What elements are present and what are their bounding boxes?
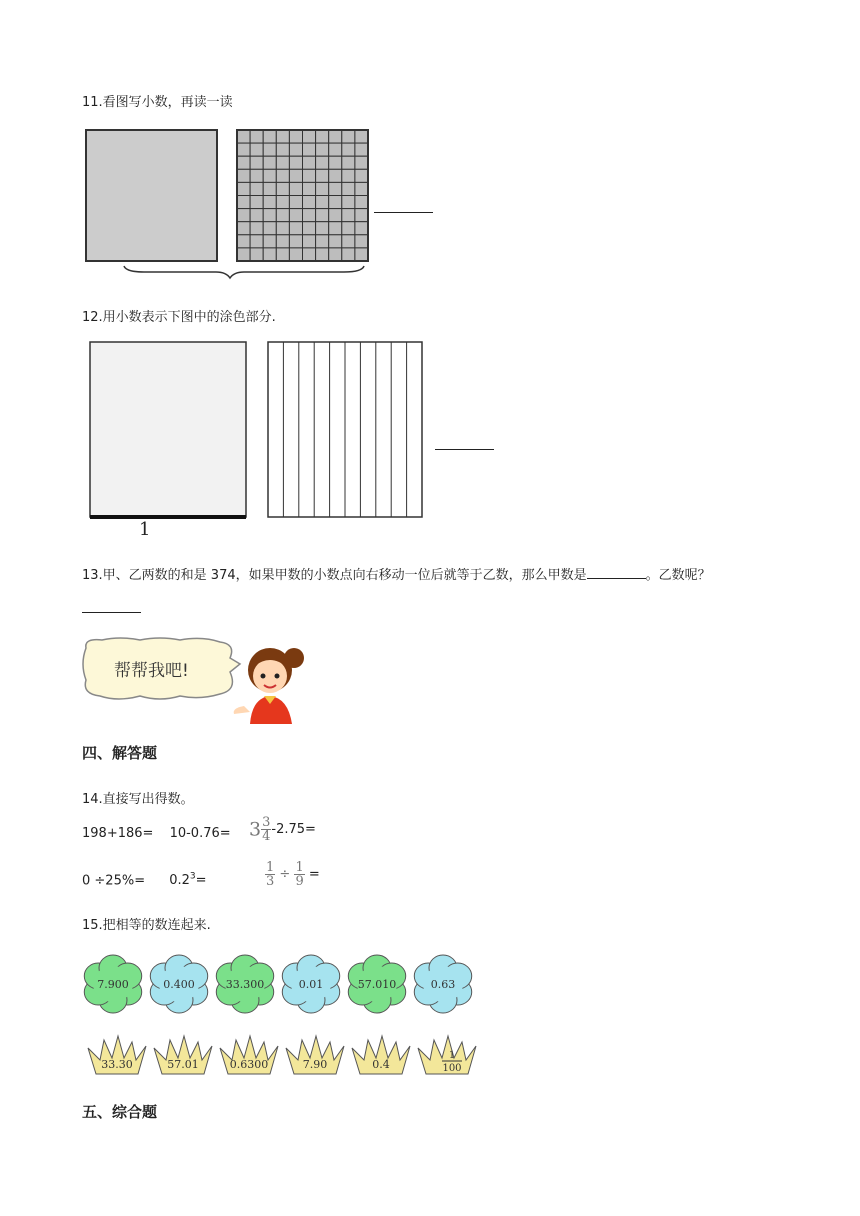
q12-title: 12.用小数表示下图中的涂色部分. [82, 310, 276, 325]
grid-cell [303, 209, 316, 222]
grid-cell [289, 222, 302, 235]
q12-answer-blank[interactable] [435, 437, 494, 450]
q13-text [82, 564, 711, 583]
flower[interactable] [150, 955, 207, 1013]
grid-cell [250, 209, 263, 222]
grid-cell [355, 130, 368, 143]
grid-cell [316, 169, 329, 182]
section-5-title: 五、综合题 [82, 1103, 158, 1121]
grid-cell [303, 156, 316, 169]
grid-cell [342, 222, 355, 235]
q14-title: 14.直接写出得数。 [82, 792, 194, 807]
grid-cell [329, 130, 342, 143]
divide-sign: ÷ [279, 867, 291, 882]
grid-cell [276, 235, 289, 248]
flower[interactable] [282, 955, 339, 1013]
grass-tuft[interactable] [418, 1036, 476, 1074]
grid-cell [237, 209, 250, 222]
grid-cell [342, 156, 355, 169]
grid-cell [316, 248, 329, 261]
grass-tuft[interactable] [88, 1036, 146, 1074]
grid-cell [263, 222, 276, 235]
grid-cell [276, 209, 289, 222]
grid-cell [303, 248, 316, 261]
grid-cell [303, 143, 316, 156]
grid-cell [355, 248, 368, 261]
grid-cell [237, 196, 250, 209]
grid-cell [289, 248, 302, 261]
equals-sign: = [308, 867, 320, 882]
mixed-rest: -2.75= [271, 822, 316, 837]
grid-cell [316, 182, 329, 195]
grid-cell [263, 196, 276, 209]
bubble-text: 帮帮我吧! [114, 661, 189, 681]
q15-title: 15.把相等的数连起来. [82, 918, 211, 933]
grid-cell [289, 130, 302, 143]
q14-item-c [249, 816, 316, 843]
grid-cell [289, 182, 302, 195]
grass-value: 0.4 [372, 1058, 390, 1071]
fraction-one-ninth: $\frac{1}{9}$ [295, 860, 304, 889]
grid-cell [263, 130, 276, 143]
grid-cell [329, 196, 342, 209]
grid-cell [316, 196, 329, 209]
grid-cell [316, 222, 329, 235]
grid-cell [250, 143, 263, 156]
grid-cell [263, 156, 276, 169]
grass-fraction-den: 100 [442, 1063, 462, 1074]
flower-value: 0.01 [298, 978, 324, 991]
fraction-one-third: $\frac{1}{3}$ [266, 860, 275, 889]
q14-row2 [82, 872, 207, 888]
grid-cell [289, 235, 302, 248]
flower[interactable] [84, 955, 141, 1013]
grid-cell [329, 156, 342, 169]
grid-cell [237, 248, 250, 261]
grid-cell [342, 130, 355, 143]
grid-cell [289, 209, 302, 222]
flower[interactable] [216, 955, 273, 1013]
grid-cell [342, 182, 355, 195]
flower[interactable] [348, 955, 405, 1013]
grid-cell [329, 235, 342, 248]
q14-row1 [82, 826, 231, 841]
grid-cell [303, 182, 316, 195]
full-square [86, 130, 217, 261]
q11-figure [84, 128, 374, 280]
grass-value: 57.01 [167, 1058, 199, 1071]
full-square [90, 342, 246, 517]
grass-tuft[interactable] [286, 1036, 344, 1074]
grid-cell [250, 169, 263, 182]
speech-bubble [80, 634, 240, 706]
grid-cell [250, 235, 263, 248]
grid-cell [342, 143, 355, 156]
flower[interactable] [414, 955, 471, 1013]
mixed-fraction: $\frac{3}{4}$ [262, 815, 271, 844]
grid-cell [276, 130, 289, 143]
grid-cell [263, 143, 276, 156]
grass-tuft[interactable] [352, 1036, 410, 1074]
grid-cell [342, 196, 355, 209]
grass-tuft[interactable] [154, 1036, 212, 1074]
grid-cell [263, 248, 276, 261]
grid-cell [342, 209, 355, 222]
grid-cell [237, 169, 250, 182]
grid-cell [250, 182, 263, 195]
grid-cell [316, 130, 329, 143]
grid-cell [329, 143, 342, 156]
grass-row [82, 1034, 478, 1084]
grid-cell [355, 156, 368, 169]
grass-tuft[interactable] [220, 1036, 278, 1074]
grid-cell [303, 130, 316, 143]
grid-cell [355, 235, 368, 248]
grid-cell [237, 156, 250, 169]
grid-cell [355, 169, 368, 182]
q13-text-after: 。乙数呢？ [645, 568, 711, 583]
q14-item-a: 198+186= [82, 826, 154, 841]
grid-cell [316, 143, 329, 156]
grass-value: 0.6300 [229, 1058, 269, 1071]
grid-cell [289, 143, 302, 156]
flower-row [80, 952, 472, 1016]
grid-cell [263, 169, 276, 182]
flower-value: 0.400 [163, 978, 195, 991]
brace [124, 266, 364, 278]
grid-cell [237, 143, 250, 156]
grid-cell [250, 222, 263, 235]
grid-cell [237, 182, 250, 195]
grid-cell [303, 196, 316, 209]
grid-cell [250, 248, 263, 261]
flower-value: 0.63 [430, 978, 456, 991]
grid-cell [329, 169, 342, 182]
grid-cell [355, 196, 368, 209]
grid-cell [276, 196, 289, 209]
grid-cell [342, 169, 355, 182]
unit-label: 1 [139, 519, 151, 540]
grid-cell [250, 156, 263, 169]
q14-item-e: $0.2^3=$ [169, 872, 207, 889]
q11-answer-blank[interactable] [374, 200, 433, 213]
grid-cell [263, 209, 276, 222]
grid-cell [342, 248, 355, 261]
grid-cell [276, 222, 289, 235]
grid-cell [316, 235, 329, 248]
grid-cell [316, 209, 329, 222]
q13-text-before: 13.甲、乙两数的和是 374，如果甲数的小数点向右移动一位后就等于乙数，那么甲数是 [82, 568, 587, 583]
mixed-whole: 3 [249, 818, 262, 841]
grid-cell [237, 235, 250, 248]
grid-cell [276, 156, 289, 169]
grid-cell [329, 182, 342, 195]
grid-cell [289, 196, 302, 209]
flower-value: 33.300 [225, 978, 265, 991]
q12-figure [88, 340, 428, 545]
flower-value: 57.010 [357, 978, 397, 991]
girl-illustration [230, 640, 308, 726]
grid-cell [329, 209, 342, 222]
grid-cell [355, 143, 368, 156]
grass-value: 33.30 [101, 1058, 133, 1071]
q13-blank-a[interactable] [587, 566, 646, 579]
grid-cell [263, 182, 276, 195]
grid-cell [289, 156, 302, 169]
grass-fraction-num: 1 [448, 1050, 456, 1061]
grass-value: 7.90 [302, 1058, 328, 1071]
q14-item-d: 0 ÷25%= [82, 873, 146, 889]
grid-cell [289, 169, 302, 182]
grid-cell [237, 222, 250, 235]
grid-cell [355, 222, 368, 235]
grid-cell [276, 182, 289, 195]
grid-cell [250, 196, 263, 209]
q14-item-b: 10-0.76= [169, 826, 231, 841]
grid-cell [250, 130, 263, 143]
q14-item-f [265, 861, 320, 888]
grid-cell [303, 235, 316, 248]
grid-cell [329, 222, 342, 235]
grid-cell [342, 235, 355, 248]
grid-cell [355, 209, 368, 222]
grid-cell [355, 182, 368, 195]
grid-cell [263, 235, 276, 248]
grid-cell [237, 130, 250, 143]
grid-cell [316, 156, 329, 169]
grid-cell [329, 248, 342, 261]
section-4-title: 四、解答题 [82, 744, 158, 762]
q11-title: 11.看图写小数，再读一读 [82, 95, 233, 110]
grid-square [237, 130, 368, 261]
grid-cell [276, 248, 289, 261]
grid-cell [276, 169, 289, 182]
q13-blank-b[interactable] [82, 600, 141, 613]
grid-cell [303, 222, 316, 235]
grid-cell [303, 169, 316, 182]
flower-value: 7.900 [97, 978, 129, 991]
grid-cell [276, 143, 289, 156]
